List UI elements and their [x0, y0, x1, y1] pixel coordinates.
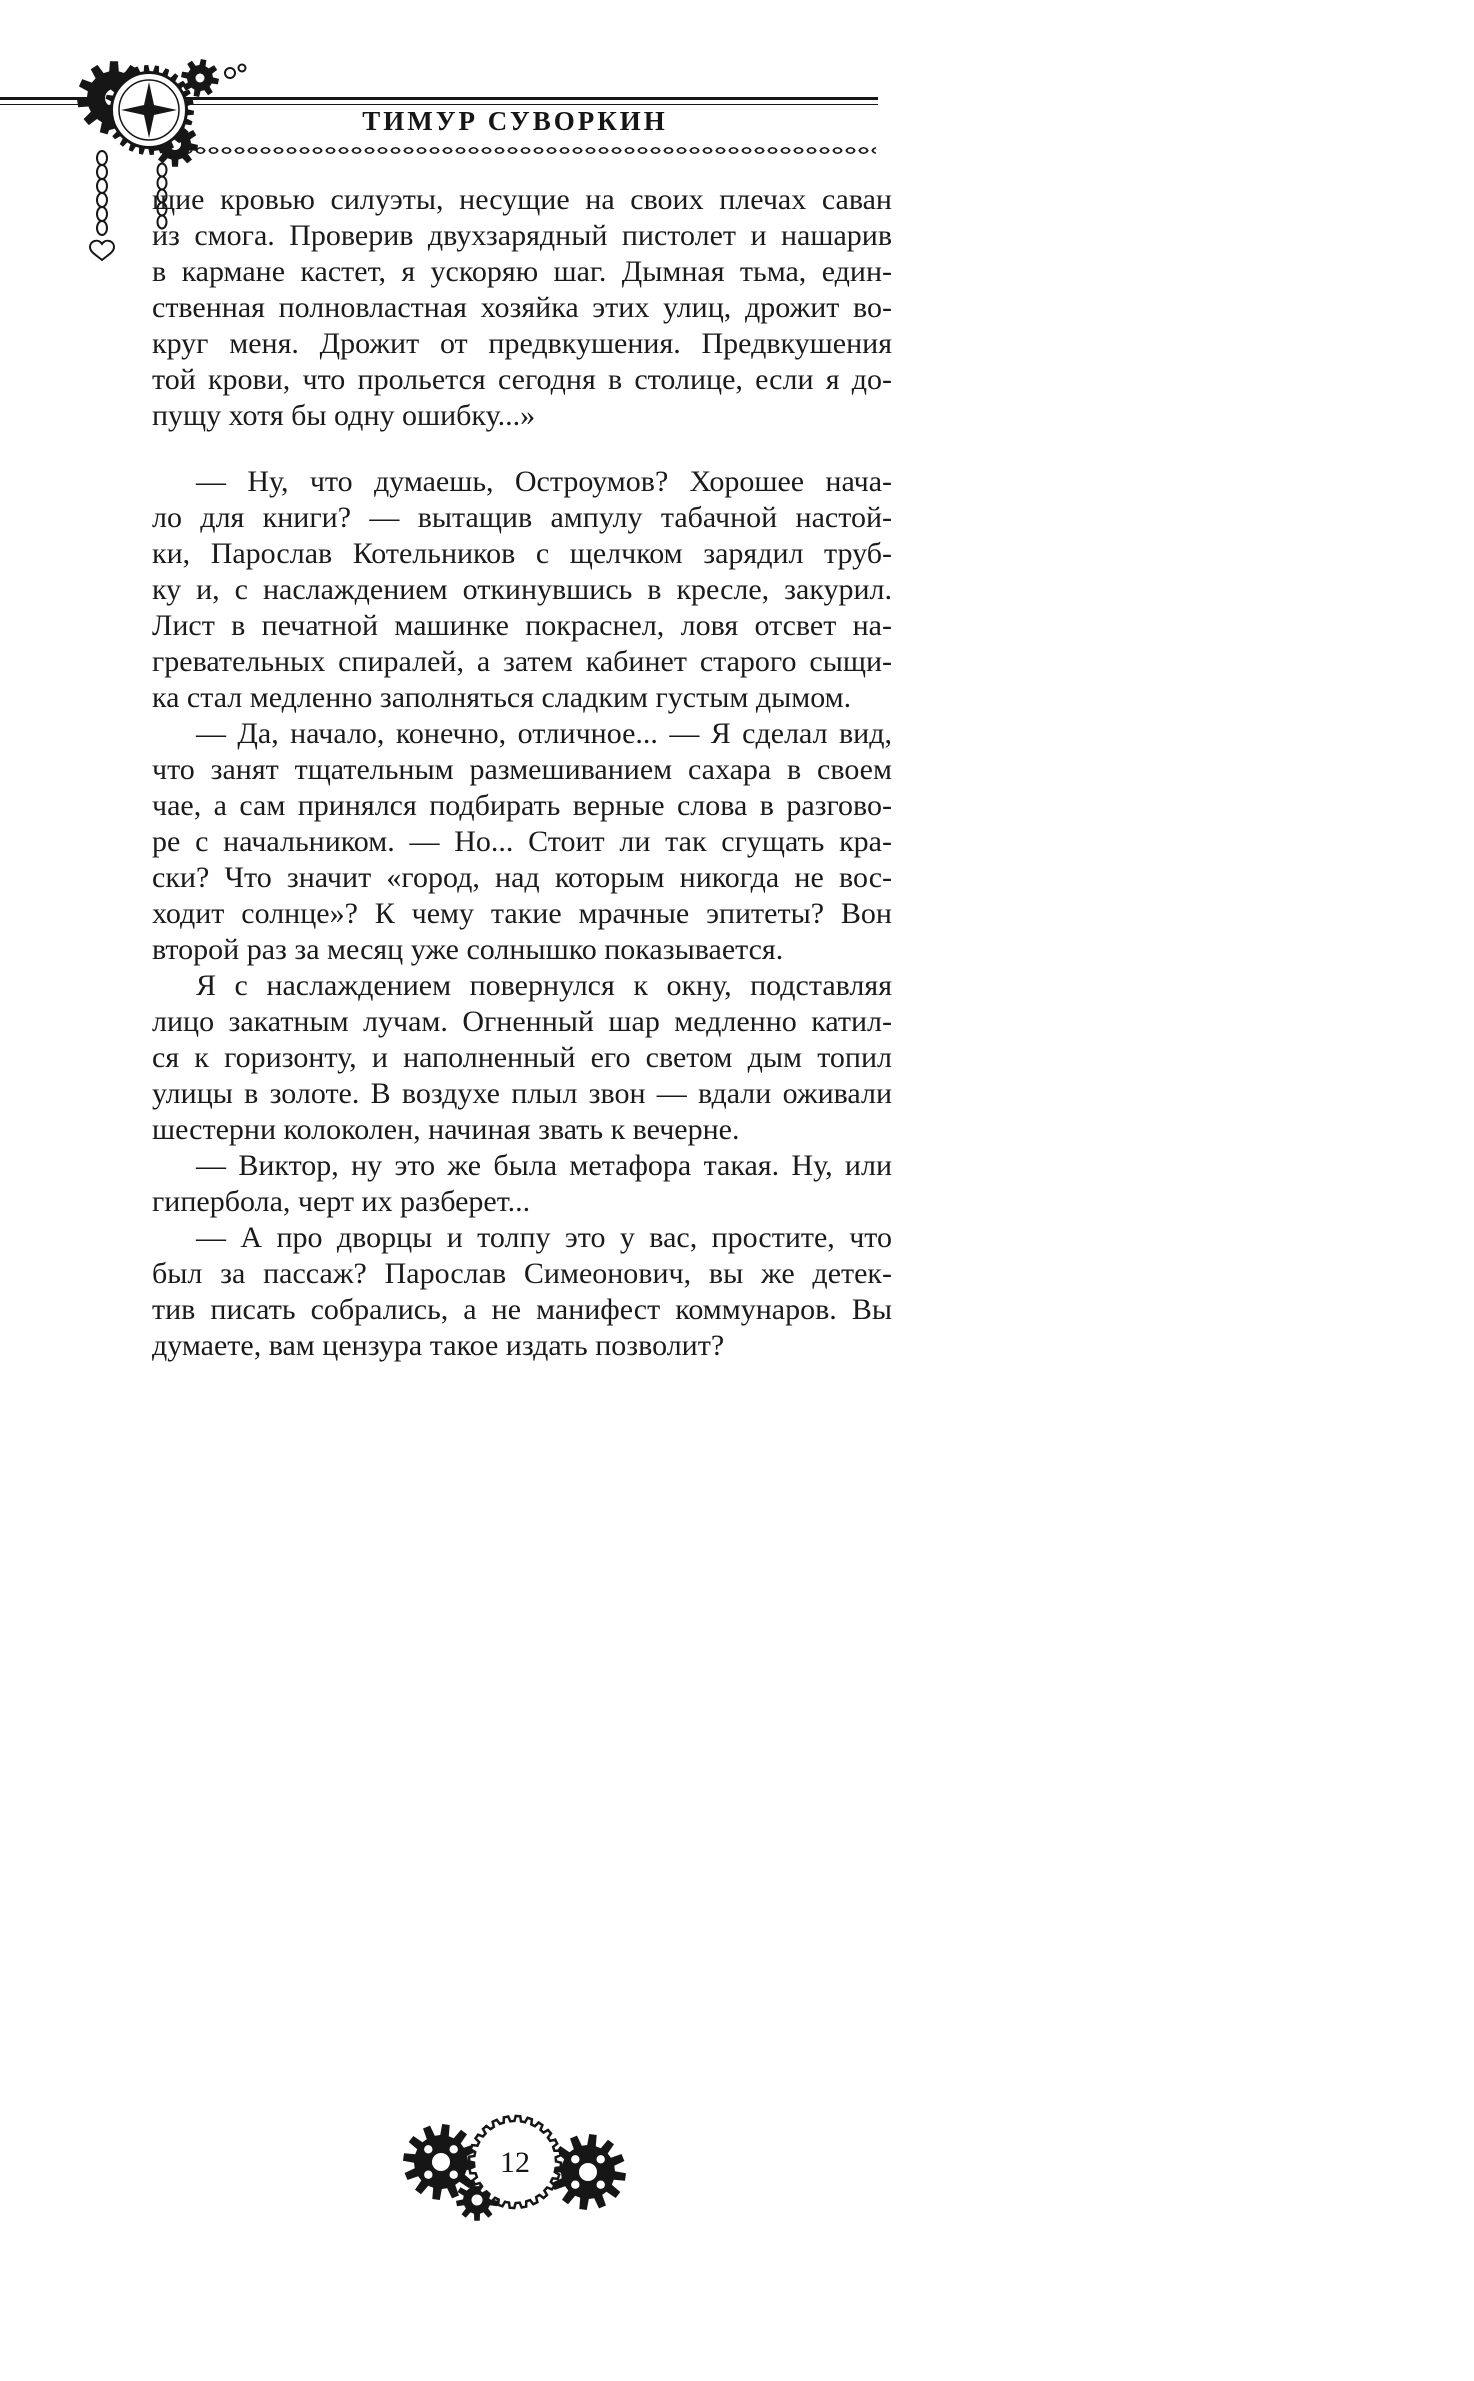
text-line: пущу хотя бы одну ошибку...» — [152, 399, 536, 432]
chain-link-icon — [158, 164, 167, 177]
text-line: ся к горизонту, и наполненный его светом дым топил — [152, 1041, 892, 1074]
page-number: 12 — [500, 2146, 530, 2179]
text-line: ственная полновластная хозяйка этих улиц, дрожит во- — [152, 291, 892, 324]
text-line: Я с наслаждением повернулся к окну, подставляя — [196, 969, 892, 1002]
chain-link-icon — [97, 165, 107, 179]
text-line: гипербола, черт их разберет... — [152, 1185, 531, 1218]
text-line: — А про дворцы и толпу это у вас, простите, что — [196, 1221, 892, 1254]
text-line: ка стал медленно заполняться сладким густым дымом. — [152, 681, 852, 714]
text-line: щие кровью силуэты, несущие на своих плечах саван — [152, 183, 892, 216]
chain-link-icon — [97, 207, 107, 221]
chain-link-icon — [239, 65, 246, 72]
text-line: — Ну, что думаешь, Остроумов? Хорошее нача- — [196, 465, 892, 498]
heart-charm-icon — [90, 241, 114, 260]
text-line: — Да, начало, конечно, отличное... — Я сделал вид, — [196, 717, 892, 750]
text-line: был за пассаж? Парослав Симеонович, вы же детек- — [152, 1257, 892, 1290]
chain-divider — [168, 144, 876, 157]
text-line: — Виктор, ну это же была метафора такая. Ну, или — [196, 1149, 892, 1182]
text-line: ходит солнце»? К чему такие мрачные эпитеты? Вон — [152, 897, 892, 930]
text-line: ки, Парослав Котельников с щелчком зарядил труб- — [152, 537, 892, 570]
running-header: ТИМУР СУВОРКИН — [362, 106, 668, 136]
chain-link-icon — [97, 193, 107, 207]
chain-link-icon — [97, 179, 107, 193]
text-line: ре с начальником. — Но... Стоит ли так сгущать кра- — [152, 825, 892, 858]
text-line: из смога. Проверив двухзарядный пистолет и нашарив — [152, 219, 892, 252]
text-line: чае, а сам принялся подбирать верные слова в разгово- — [152, 789, 892, 822]
text-line: улицы в золоте. В воздухе плыл звон — вдали оживали — [152, 1077, 892, 1110]
text-line: лицо закатным лучам. Огненный шар медленно катил- — [152, 1005, 892, 1038]
text-line: ку и, с наслаждением откинувшись в кресле, закурил. — [152, 573, 892, 606]
text-line: в кармане кастет, я ускоряю шаг. Дымная тьма, един- — [152, 255, 892, 288]
text-line: круг меня. Дрожит от предвкушения. Предвкушения — [152, 327, 892, 360]
chain-link-icon — [225, 68, 235, 78]
text-line: гревательных спиралей, а затем кабинет старого сыщи- — [152, 645, 892, 678]
text-line: второй раз за месяц уже солнышко показывается. — [152, 933, 784, 966]
chain-link-icon — [97, 221, 107, 235]
body-text — [152, 182, 892, 1364]
chain-link-icon — [97, 151, 107, 165]
text-line: той крови, что прольется сегодня в столице, если я до- — [152, 363, 892, 396]
text-line: Лист в печатной машинке покраснел, ловя отсвет на- — [152, 609, 892, 642]
text-line: что занят тщательным размешиванием сахара в своем — [152, 753, 892, 786]
text-line: ло для книги? — вытащив ампулу табачной настой- — [152, 501, 892, 534]
paragraph-space — [152, 434, 892, 464]
text-line: шестерни колоколен, начиная звать к вечерне. — [152, 1113, 740, 1146]
text-line: тив писать собрались, а не манифест коммунаров. Вы — [152, 1293, 892, 1326]
text-line: думаете, вам цензура такое издать позволит? — [152, 1329, 725, 1362]
gear-ornament-bottom — [394, 2110, 636, 2230]
text-line: ски? Что значит «город, над которым никогда не вос- — [152, 861, 892, 894]
